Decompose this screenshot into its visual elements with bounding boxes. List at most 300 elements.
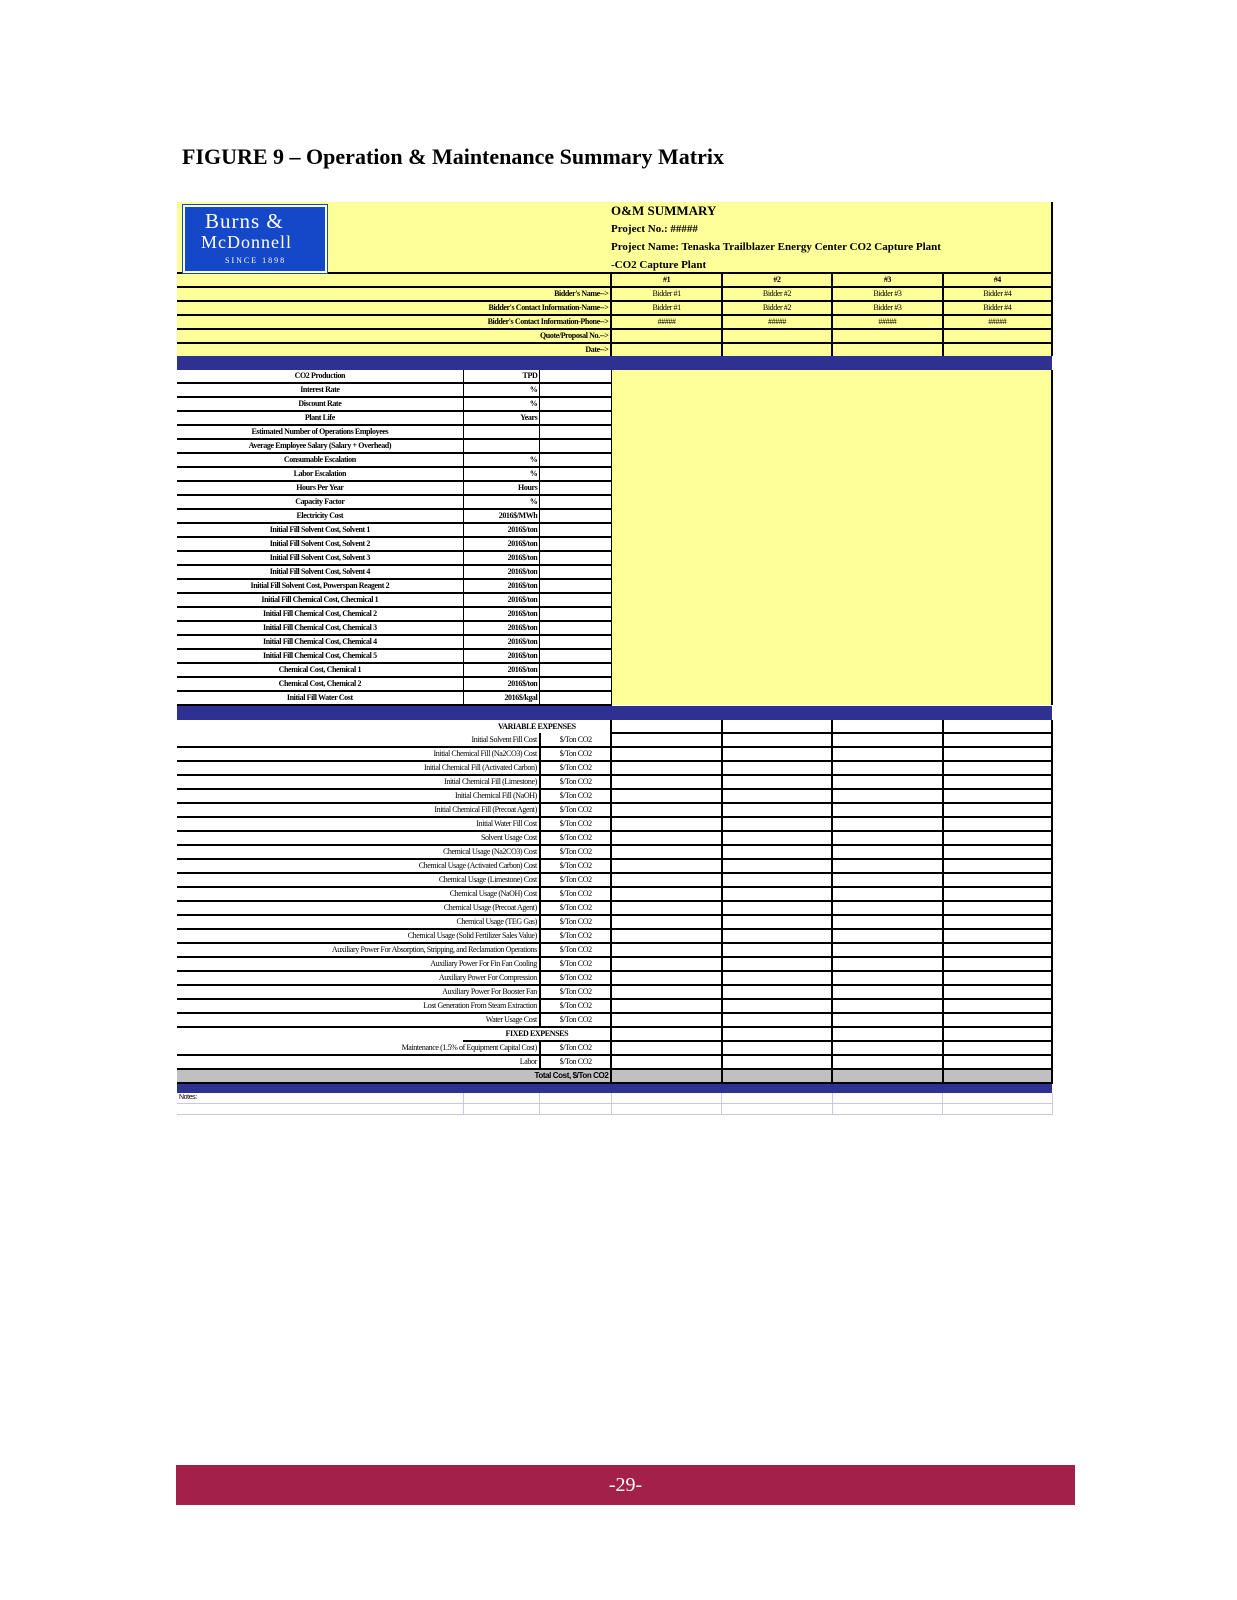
bidder-number-2: #2: [722, 273, 832, 287]
expense-label: Auxiliary Power For Absorption, Stripping, and Reclamation Operations: [177, 943, 540, 957]
expense-row: [177, 859, 1052, 873]
bidder-info-value[interactable]: Bidder #2: [722, 301, 832, 315]
expense-label: Initial Water Fill Cost: [177, 817, 540, 831]
input-label: Initial Fill Chemical Cost, Chemical 2: [177, 607, 463, 621]
total-row: [177, 1069, 1052, 1083]
input-value[interactable]: [540, 565, 612, 579]
expense-row: [177, 831, 1052, 845]
bidder-value[interactable]: [722, 971, 832, 985]
input-value[interactable]: [540, 579, 612, 593]
bidder-value[interactable]: [832, 789, 942, 803]
bidder-value[interactable]: [611, 999, 721, 1013]
input-value[interactable]: [540, 425, 612, 439]
input-unit: Hours: [463, 481, 540, 495]
bidder-number-1: #1: [611, 273, 721, 287]
bidder-value[interactable]: [611, 845, 721, 859]
expense-row: [177, 733, 1052, 747]
expense-unit: $/Ton CO2: [540, 1055, 612, 1069]
notes-cell[interactable]: [611, 1104, 721, 1115]
expense-row: [177, 747, 1052, 761]
expense-unit: $/Ton CO2: [540, 985, 612, 999]
bidder-value[interactable]: [832, 943, 942, 957]
input-unit: 2016$/ton: [463, 537, 540, 551]
expense-label: Initial Chemical Fill (NaOH): [177, 789, 540, 803]
bidder-value[interactable]: [722, 845, 832, 859]
input-label: Hours Per Year: [177, 481, 463, 495]
bidder-value[interactable]: [611, 985, 721, 999]
fixed-expenses-title: FIXED EXPENSES: [463, 1027, 611, 1041]
bidder-value[interactable]: [943, 845, 1052, 859]
expense-label: Initial Solvent Fill Cost: [177, 733, 540, 747]
expense-row: [177, 817, 1052, 831]
expense-unit: $/Ton CO2: [540, 1013, 612, 1027]
bidder-value[interactable]: [722, 901, 832, 915]
bidder-info-value[interactable]: Bidder #1: [611, 301, 721, 315]
input-value[interactable]: [540, 523, 612, 537]
bidder-info-value[interactable]: Bidder #3: [832, 301, 942, 315]
bidder-number-4: #4: [943, 273, 1052, 287]
bidder-info-value[interactable]: Bidder #1: [611, 287, 721, 301]
bidder-value[interactable]: [611, 957, 721, 971]
expense-unit: $/Ton CO2: [540, 873, 612, 887]
bidder-info-value[interactable]: Bidder #3: [832, 287, 942, 301]
expense-label: Initial Chemical Fill (Limestone): [177, 775, 540, 789]
bidder-value[interactable]: [722, 929, 832, 943]
company-logo: [183, 205, 327, 273]
bidder-value[interactable]: [943, 859, 1052, 873]
input-label: Chemical Cost, Chemical 1: [177, 663, 463, 677]
input-label: Average Employee Salary (Salary + Overhead): [177, 439, 463, 453]
total-value[interactable]: [832, 1069, 942, 1083]
input-label: Initial Fill Chemical Cost, Chemical 4: [177, 635, 463, 649]
notes-cell[interactable]: [943, 1093, 1052, 1104]
bidder-info-value[interactable]: [611, 329, 721, 343]
bidder-value[interactable]: [611, 1013, 721, 1027]
bidder-value[interactable]: [611, 761, 721, 775]
expense-label: Chemical Usage (Limestone) Cost: [177, 873, 540, 887]
bidder-value[interactable]: [611, 747, 721, 761]
bidder-value[interactable]: [722, 1027, 832, 1041]
input-value[interactable]: [540, 635, 612, 649]
expense-row: [177, 873, 1052, 887]
notes-cell[interactable]: [943, 1104, 1052, 1115]
bidder-info-value[interactable]: Bidder #4: [943, 287, 1052, 301]
bidder-info-value[interactable]: #####: [943, 315, 1052, 329]
input-value[interactable]: [540, 397, 612, 411]
input-label: Initial Fill Chemical Cost, Chemical 5: [177, 649, 463, 663]
bidder-info-value[interactable]: [611, 343, 721, 356]
bidder-value[interactable]: [832, 901, 942, 915]
input-unit: Years: [463, 411, 540, 425]
bidder-info-label: Date-->: [177, 343, 611, 356]
bidder-info-value[interactable]: #####: [611, 315, 721, 329]
input-unit: 2016$/ton: [463, 551, 540, 565]
expense-unit: $/Ton CO2: [540, 831, 612, 845]
expense-label: Auxiliary Power For Compression: [177, 971, 540, 985]
bidder-value[interactable]: [611, 817, 721, 831]
bidder-value[interactable]: [611, 929, 721, 943]
fixed-expenses-header: [177, 1027, 1052, 1041]
expense-row: [177, 845, 1052, 859]
bidder-value[interactable]: [832, 831, 942, 845]
input-label: Consumable Escalation: [177, 453, 463, 467]
bidder-value[interactable]: [943, 1041, 1052, 1055]
bidder-value[interactable]: [943, 971, 1052, 985]
input-notes-area: [611, 370, 1052, 705]
om-summary-sheet: [177, 202, 1053, 1115]
expense-unit: $/Ton CO2: [540, 901, 612, 915]
bidder-value[interactable]: [611, 971, 721, 985]
bidder-value[interactable]: [722, 943, 832, 957]
expense-unit: $/Ton CO2: [540, 733, 612, 747]
project-number: Project No.: #####: [611, 223, 698, 235]
bidder-value[interactable]: [722, 999, 832, 1013]
input-unit: [463, 439, 540, 453]
input-label: Initial Fill Solvent Cost, Solvent 2: [177, 537, 463, 551]
bidder-value[interactable]: [832, 873, 942, 887]
bidder-value[interactable]: [943, 929, 1052, 943]
input-value[interactable]: [540, 370, 612, 383]
bidder-value[interactable]: [943, 901, 1052, 915]
expense-row: [177, 1055, 1052, 1069]
bidder-value[interactable]: [943, 1055, 1052, 1069]
expense-row: [177, 999, 1052, 1013]
bidder-value[interactable]: [722, 985, 832, 999]
input-value[interactable]: [540, 439, 612, 453]
expense-label: Labor: [177, 1055, 540, 1069]
input-value[interactable]: [540, 691, 612, 705]
bidder-value[interactable]: [611, 720, 721, 733]
bidder-value[interactable]: [943, 873, 1052, 887]
bidder-value[interactable]: [722, 817, 832, 831]
bidder-value[interactable]: [832, 957, 942, 971]
expense-label: Auxiliary Power For Fin Fan Cooling: [177, 957, 540, 971]
bidder-value[interactable]: [832, 1041, 942, 1055]
logo-line-2: McDonnell: [201, 232, 292, 252]
bidder-value[interactable]: [832, 775, 942, 789]
bidder-value[interactable]: [832, 733, 942, 747]
bidder-value[interactable]: [943, 803, 1052, 817]
bidder-value[interactable]: [943, 733, 1052, 747]
expense-row: [177, 789, 1052, 803]
cell: [177, 1027, 463, 1041]
expense-unit: $/Ton CO2: [540, 803, 612, 817]
bidder-value[interactable]: [611, 901, 721, 915]
bidder-value[interactable]: [722, 720, 832, 733]
total-cost-label: Total Cost, $/Ton CO2: [177, 1069, 611, 1083]
bidder-info-value[interactable]: [722, 343, 832, 356]
bidder-value[interactable]: [722, 873, 832, 887]
expense-row: [177, 1041, 1052, 1055]
input-value[interactable]: [540, 649, 612, 663]
expense-label: Water Usage Cost: [177, 1013, 540, 1027]
expense-unit: $/Ton CO2: [540, 915, 612, 929]
bidder-value[interactable]: [832, 859, 942, 873]
input-unit: 2016$/ton: [463, 677, 540, 691]
input-value[interactable]: [540, 621, 612, 635]
bidder-value[interactable]: [832, 761, 942, 775]
bidder-value[interactable]: [943, 720, 1052, 733]
bidder-info-value[interactable]: [943, 343, 1052, 356]
input-unit: 2016$/ton: [463, 635, 540, 649]
bidder-info-value[interactable]: #####: [832, 315, 942, 329]
input-value[interactable]: [540, 481, 612, 495]
bidder-value[interactable]: [943, 817, 1052, 831]
bidder-number-row: [177, 273, 1052, 287]
bidder-value[interactable]: [722, 887, 832, 901]
bidder-value[interactable]: [832, 971, 942, 985]
divider-band: [177, 705, 1052, 720]
bidder-value[interactable]: [611, 859, 721, 873]
bidder-info-label: Bidder's Contact Information-Phone-->: [177, 315, 611, 329]
sheet-header: [177, 202, 1053, 272]
notes-cell[interactable]: [722, 1104, 832, 1115]
bidder-value[interactable]: [611, 943, 721, 957]
total-value[interactable]: [722, 1069, 832, 1083]
expense-row: [177, 803, 1052, 817]
expense-label: Initial Chemical Fill (Na2CO3) Cost: [177, 747, 540, 761]
input-unit: %: [463, 397, 540, 411]
bidder-value[interactable]: [611, 775, 721, 789]
divider-band: [177, 356, 1052, 370]
blank-cell: [177, 273, 611, 287]
input-label: Initial Fill Chemical Cost, Chemical 3: [177, 621, 463, 635]
expense-unit: $/Ton CO2: [540, 999, 612, 1013]
bidder-value[interactable]: [832, 1013, 942, 1027]
input-value[interactable]: [540, 537, 612, 551]
bidder-value[interactable]: [611, 887, 721, 901]
input-label: Initial Fill Water Cost: [177, 691, 463, 705]
notes-cell[interactable]: [463, 1104, 540, 1115]
bidder-value[interactable]: [611, 1041, 721, 1055]
input-label: Interest Rate: [177, 383, 463, 397]
input-unit: 2016$/ton: [463, 621, 540, 635]
bidder-info-value[interactable]: [832, 329, 942, 343]
expense-row: [177, 915, 1052, 929]
om-summary-title: O&M SUMMARY: [611, 203, 717, 218]
notes-cell[interactable]: [540, 1093, 612, 1104]
expense-unit: $/Ton CO2: [540, 747, 612, 761]
notes-cell[interactable]: [540, 1104, 612, 1115]
bidder-value[interactable]: [943, 999, 1052, 1013]
expense-unit: $/Ton CO2: [540, 761, 612, 775]
bidder-value[interactable]: [832, 720, 942, 733]
bidder-value[interactable]: [943, 775, 1052, 789]
bidder-info-value[interactable]: [832, 343, 942, 356]
input-row: [177, 370, 1052, 383]
bidder-value[interactable]: [722, 1013, 832, 1027]
bidder-value[interactable]: [611, 1055, 721, 1069]
input-value[interactable]: [540, 453, 612, 467]
bidder-value[interactable]: [943, 1027, 1052, 1041]
bidder-value[interactable]: [722, 789, 832, 803]
bidder-value[interactable]: [722, 915, 832, 929]
bidder-info-label: Bidder's Contact Information-Name-->: [177, 301, 611, 315]
bidder-value[interactable]: [832, 803, 942, 817]
bidder-value[interactable]: [722, 859, 832, 873]
expense-unit: $/Ton CO2: [540, 957, 612, 971]
bidder-value[interactable]: [943, 957, 1052, 971]
bidder-info-value[interactable]: [722, 329, 832, 343]
expense-row: [177, 957, 1052, 971]
expense-label: Chemical Usage (NaOH) Cost: [177, 887, 540, 901]
bidder-info-value[interactable]: [943, 329, 1052, 343]
input-label: Capacity Factor: [177, 495, 463, 509]
bidder-value[interactable]: [611, 733, 721, 747]
input-value[interactable]: [540, 663, 612, 677]
bidder-value[interactable]: [611, 789, 721, 803]
bidder-value[interactable]: [832, 747, 942, 761]
input-value[interactable]: [540, 593, 612, 607]
input-unit: %: [463, 383, 540, 397]
project-name: Project Name: Tenaska Trailblazer Energy Center CO2 Capture Plant: [611, 241, 941, 253]
notes-cell[interactable]: [832, 1104, 942, 1115]
bidder-info-label: Bidder's Name-->: [177, 287, 611, 301]
input-label: Initial Fill Solvent Cost, Solvent 1: [177, 523, 463, 537]
bidder-value[interactable]: [832, 817, 942, 831]
input-value[interactable]: [540, 383, 612, 397]
figure-title: FIGURE 9 – Operation & Maintenance Summary Matrix: [182, 144, 724, 169]
bidder-value[interactable]: [943, 761, 1052, 775]
expense-unit: $/Ton CO2: [540, 943, 612, 957]
bidder-value[interactable]: [722, 957, 832, 971]
input-label: Initial Fill Solvent Cost, Solvent 4: [177, 565, 463, 579]
bidder-value[interactable]: [722, 1055, 832, 1069]
expense-label: Auxiliary Power For Booster Fan: [177, 985, 540, 999]
cell: [177, 720, 463, 733]
bidder-value[interactable]: [943, 831, 1052, 845]
bidder-value[interactable]: [943, 915, 1052, 929]
expense-label: Initial Chemical Fill (Activated Carbon): [177, 761, 540, 775]
expense-row: [177, 901, 1052, 915]
variable-expenses-header: [177, 720, 1052, 733]
bidder-value[interactable]: [832, 887, 942, 901]
input-unit: %: [463, 467, 540, 481]
divider-band: [177, 1083, 1052, 1093]
bidder-info-row: [177, 287, 1052, 301]
input-value[interactable]: [540, 551, 612, 565]
input-value[interactable]: [540, 607, 612, 621]
bidder-value[interactable]: [722, 733, 832, 747]
bidder-value[interactable]: [943, 789, 1052, 803]
bidder-value[interactable]: [943, 985, 1052, 999]
expense-row: [177, 1013, 1052, 1027]
bidder-value[interactable]: [832, 915, 942, 929]
section-divider: [177, 356, 1052, 370]
bidder-value[interactable]: [611, 873, 721, 887]
input-value[interactable]: [540, 677, 612, 691]
expense-label: Chemical Usage (Solid Fertilizer Sales Value): [177, 929, 540, 943]
input-unit: %: [463, 495, 540, 509]
logo-line-1: Burns &: [205, 209, 284, 233]
expense-unit: $/Ton CO2: [540, 1041, 612, 1055]
expense-row: [177, 985, 1052, 999]
input-value[interactable]: [540, 411, 612, 425]
notes-cell[interactable]: [611, 1093, 721, 1104]
bidder-value[interactable]: [611, 831, 721, 845]
bidder-value[interactable]: [943, 747, 1052, 761]
bidder-value[interactable]: [722, 761, 832, 775]
bidder-value[interactable]: [832, 1027, 942, 1041]
input-unit: 2016$/kgal: [463, 691, 540, 705]
bidder-info-row: [177, 343, 1052, 356]
notes-cell[interactable]: [832, 1093, 942, 1104]
bidder-value[interactable]: [943, 943, 1052, 957]
input-unit: %: [463, 453, 540, 467]
header-text: [611, 202, 941, 274]
section-divider: [177, 705, 1052, 720]
notes-cell[interactable]: [722, 1093, 832, 1104]
bidder-value[interactable]: [611, 803, 721, 817]
variable-expenses-title: VARIABLE EXPENSES: [463, 720, 611, 733]
expense-unit: $/Ton CO2: [540, 845, 612, 859]
bidder-value[interactable]: [943, 1013, 1052, 1027]
bidder-info-label: Quote/Proposal No.-->: [177, 329, 611, 343]
expense-label: Solvent Usage Cost: [177, 831, 540, 845]
input-unit: 2016$/MWh: [463, 509, 540, 523]
input-unit: 2016$/ton: [463, 523, 540, 537]
expense-unit: $/Ton CO2: [540, 929, 612, 943]
bidder-value[interactable]: [832, 985, 942, 999]
bidder-info-value[interactable]: #####: [722, 315, 832, 329]
bidder-info-row: [177, 301, 1052, 315]
input-unit: 2016$/ton: [463, 593, 540, 607]
notes-cell[interactable]: [177, 1104, 463, 1115]
bidder-value[interactable]: [611, 915, 721, 929]
total-value[interactable]: [943, 1069, 1052, 1083]
bidder-value[interactable]: [832, 929, 942, 943]
expense-row: [177, 761, 1052, 775]
expense-label: Chemical Usage (Na2CO3) Cost: [177, 845, 540, 859]
input-label: Initial Fill Solvent Cost, Powerspan Reagent 2: [177, 579, 463, 593]
input-label: Plant Life: [177, 411, 463, 425]
bidder-info-row: [177, 329, 1052, 343]
notes-row: [177, 1093, 1052, 1104]
input-label: Labor Escalation: [177, 467, 463, 481]
bidder-info-value[interactable]: Bidder #4: [943, 301, 1052, 315]
bidder-value[interactable]: [722, 803, 832, 817]
expense-unit: $/Ton CO2: [540, 859, 612, 873]
notes-label: Notes:: [177, 1093, 463, 1104]
bidder-value[interactable]: [611, 1027, 721, 1041]
expense-label: Chemical Usage (Precoat Agent): [177, 901, 540, 915]
section-divider: [177, 1083, 1052, 1093]
input-value[interactable]: [540, 509, 612, 523]
bidder-value[interactable]: [722, 831, 832, 845]
notes-cell[interactable]: [463, 1093, 540, 1104]
input-unit: [463, 425, 540, 439]
bidder-value[interactable]: [722, 1041, 832, 1055]
total-value[interactable]: [611, 1069, 721, 1083]
expense-row: [177, 775, 1052, 789]
input-unit: 2016$/ton: [463, 579, 540, 593]
bidder-value[interactable]: [722, 775, 832, 789]
input-value[interactable]: [540, 467, 612, 481]
bidder-value[interactable]: [832, 999, 942, 1013]
bidder-value[interactable]: [943, 887, 1052, 901]
bidder-value[interactable]: [832, 1055, 942, 1069]
input-value[interactable]: [540, 495, 612, 509]
bidder-value[interactable]: [722, 747, 832, 761]
expense-row: [177, 943, 1052, 957]
page-number: -29-: [608, 1474, 643, 1496]
bidder-info-value[interactable]: Bidder #2: [722, 287, 832, 301]
bidder-value[interactable]: [832, 845, 942, 859]
input-label: Initial Fill Chemical Cost, Checmical 1: [177, 593, 463, 607]
input-label: Electricity Cost: [177, 509, 463, 523]
input-label: Chemical Cost, Chemical 2: [177, 677, 463, 691]
expense-label: Chemical Usage (TEG Gas): [177, 915, 540, 929]
